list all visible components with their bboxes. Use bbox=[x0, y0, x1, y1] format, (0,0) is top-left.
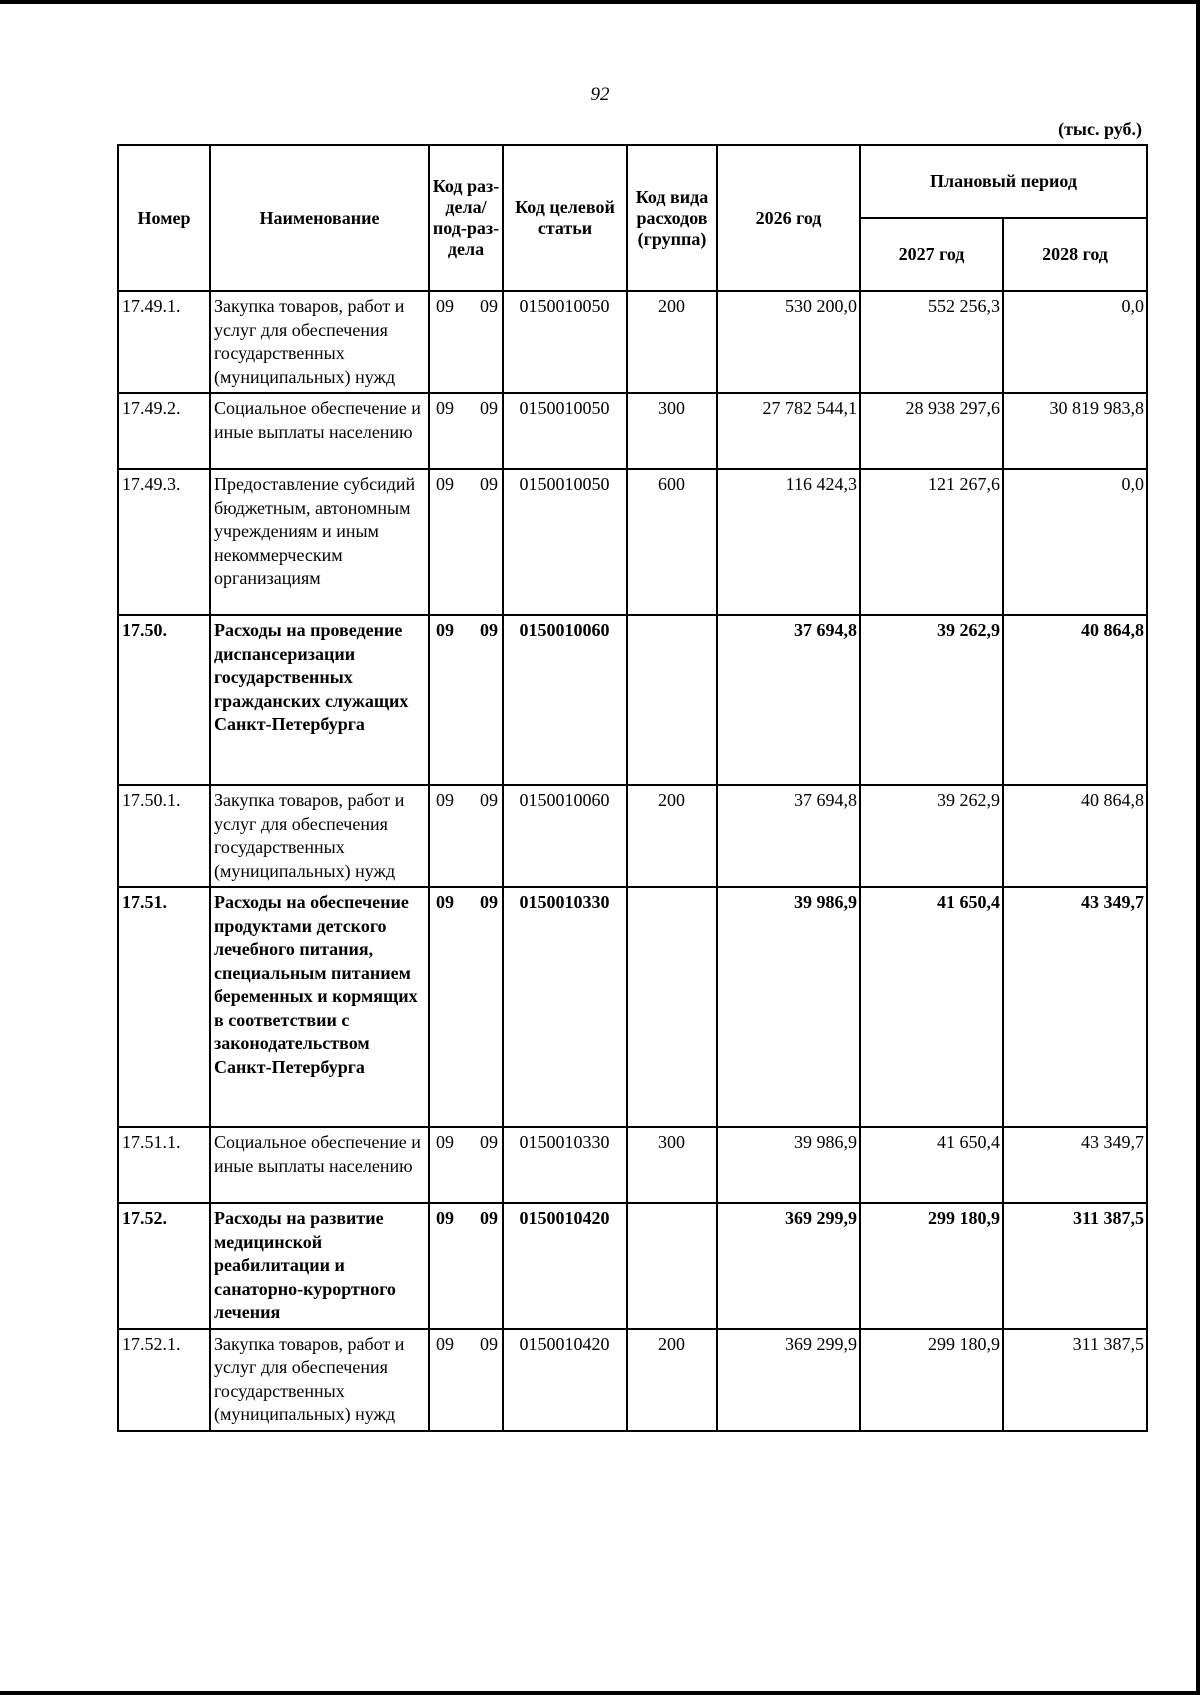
table-row bbox=[118, 1127, 1147, 1203]
row-number: 17.50. bbox=[118, 615, 210, 785]
table-row bbox=[118, 469, 1147, 615]
row-amount-2027: 28 938 297,6 bbox=[860, 393, 1003, 469]
row-amount-2026: 27 782 544,1 bbox=[717, 393, 860, 469]
row-amount-2027: 121 267,6 bbox=[860, 469, 1003, 615]
row-subsection: 09 bbox=[480, 1132, 498, 1152]
header-target-code: Код целевой статьи bbox=[503, 145, 627, 291]
header-year-2028: 2028 год bbox=[1003, 218, 1147, 291]
row-section: 09 bbox=[436, 1208, 454, 1228]
row-section: 09 bbox=[436, 474, 454, 494]
row-expense-type bbox=[627, 1203, 717, 1329]
row-number: 17.49.3. bbox=[118, 469, 210, 615]
row-section: 09 bbox=[436, 620, 454, 640]
row-target-code: 0150010060 bbox=[503, 615, 627, 785]
row-amount-2028: 40 864,8 bbox=[1003, 615, 1147, 785]
page-border-right bbox=[1196, 0, 1200, 1695]
table-row bbox=[118, 615, 1147, 785]
row-section-code bbox=[429, 469, 503, 615]
header-number: Номер bbox=[118, 145, 210, 291]
row-name: Социальное обеспечение и иные выплаты населению bbox=[210, 1127, 429, 1203]
row-expense-type: 300 bbox=[627, 1127, 717, 1203]
row-amount-2026: 369 299,9 bbox=[717, 1203, 860, 1329]
row-target-code: 0150010050 bbox=[503, 393, 627, 469]
row-amount-2026: 116 424,3 bbox=[717, 469, 860, 615]
row-amount-2028: 40 864,8 bbox=[1003, 785, 1147, 887]
row-section-code bbox=[429, 393, 503, 469]
row-name: Социальное обеспечение и иные выплаты населению bbox=[210, 393, 429, 469]
row-subsection: 09 bbox=[480, 620, 498, 640]
header-planned-period: Плановый период bbox=[860, 145, 1147, 218]
table-row bbox=[118, 1329, 1147, 1431]
row-target-code: 0150010060 bbox=[503, 785, 627, 887]
units-label: (тыс. руб.) bbox=[1058, 119, 1142, 139]
row-amount-2026: 37 694,8 bbox=[717, 615, 860, 785]
row-name: Предоставление субсидий бюджетным, автономным учреждениям и иным некоммерческим организациям bbox=[210, 469, 429, 615]
row-section-code bbox=[429, 291, 503, 393]
row-section-code bbox=[429, 785, 503, 887]
row-section-code bbox=[429, 1203, 503, 1329]
row-amount-2026: 369 299,9 bbox=[717, 1329, 860, 1431]
row-subsection: 09 bbox=[480, 790, 498, 810]
row-target-code: 0150010420 bbox=[503, 1203, 627, 1329]
row-subsection: 09 bbox=[480, 296, 498, 316]
row-amount-2027: 299 180,9 bbox=[860, 1329, 1003, 1431]
table-row bbox=[118, 785, 1147, 887]
row-subsection: 09 bbox=[480, 1208, 498, 1228]
row-expense-type bbox=[627, 887, 717, 1127]
row-amount-2028: 43 349,7 bbox=[1003, 1127, 1147, 1203]
row-target-code: 0150010420 bbox=[503, 1329, 627, 1431]
row-amount-2026: 530 200,0 bbox=[717, 291, 860, 393]
row-section-code bbox=[429, 615, 503, 785]
row-amount-2028: 43 349,7 bbox=[1003, 887, 1147, 1127]
row-number: 17.52.1. bbox=[118, 1329, 210, 1431]
row-number: 17.49.2. bbox=[118, 393, 210, 469]
row-target-code: 0150010050 bbox=[503, 291, 627, 393]
row-amount-2027: 41 650,4 bbox=[860, 887, 1003, 1127]
row-section-code bbox=[429, 1127, 503, 1203]
row-section: 09 bbox=[436, 1333, 454, 1354]
row-subsection: 09 bbox=[480, 892, 498, 912]
budget-table bbox=[117, 144, 1148, 1432]
row-subsection: 09 bbox=[480, 398, 498, 418]
page-number: 92 bbox=[590, 84, 610, 105]
row-expense-type bbox=[627, 615, 717, 785]
row-amount-2027: 299 180,9 bbox=[860, 1203, 1003, 1329]
row-number: 17.51.1. bbox=[118, 1127, 210, 1203]
table-row bbox=[118, 393, 1147, 469]
row-expense-type: 600 bbox=[627, 469, 717, 615]
row-expense-type: 200 bbox=[627, 1329, 717, 1431]
row-section-code bbox=[429, 887, 503, 1127]
row-amount-2027: 39 262,9 bbox=[860, 785, 1003, 887]
row-name: Закупка товаров, работ и услуг для обеспечения государственных (муниципальных) нужд bbox=[210, 1329, 429, 1431]
row-amount-2026: 37 694,8 bbox=[717, 785, 860, 887]
row-target-code: 0150010330 bbox=[503, 1127, 627, 1203]
table-row bbox=[118, 887, 1147, 1127]
row-subsection: 09 bbox=[480, 1333, 498, 1354]
row-subsection: 09 bbox=[480, 474, 498, 494]
row-number: 17.49.1. bbox=[118, 291, 210, 393]
row-amount-2028: 311 387,5 bbox=[1003, 1329, 1147, 1431]
page-border-top bbox=[0, 0, 1200, 4]
row-amount-2028: 0,0 bbox=[1003, 291, 1147, 393]
table-row bbox=[118, 1203, 1147, 1329]
row-name: Закупка товаров, работ и услуг для обеспечения государственных (муниципальных) нужд bbox=[210, 785, 429, 887]
row-section: 09 bbox=[436, 1132, 454, 1152]
row-section: 09 bbox=[436, 398, 454, 418]
row-number: 17.51. bbox=[118, 887, 210, 1127]
row-amount-2026: 39 986,9 bbox=[717, 1127, 860, 1203]
row-section: 09 bbox=[436, 296, 454, 316]
header-year-2027: 2027 год bbox=[860, 218, 1003, 291]
row-section-code bbox=[429, 1329, 503, 1431]
row-number: 17.50.1. bbox=[118, 785, 210, 887]
row-amount-2027: 39 262,9 bbox=[860, 615, 1003, 785]
row-amount-2027: 552 256,3 bbox=[860, 291, 1003, 393]
table-row bbox=[118, 291, 1147, 393]
row-name: Закупка товаров, работ и услуг для обеспечения государственных (муниципальных) нужд bbox=[210, 291, 429, 393]
row-name: Расходы на обеспечение продуктами детского лечебного питания, специальным питанием беременных и кормящих в соответствии с законодательством Санкт-Петербурга bbox=[210, 887, 429, 1127]
row-amount-2028: 30 819 983,8 bbox=[1003, 393, 1147, 469]
header-year-2026: 2026 год bbox=[717, 145, 860, 291]
row-amount-2028: 0,0 bbox=[1003, 469, 1147, 615]
row-name: Расходы на развитие медицинской реабилитации и санаторно-курортного лечения bbox=[210, 1203, 429, 1329]
table-body bbox=[118, 291, 1147, 1431]
row-name: Расходы на проведение диспансеризации государственных гражданских служащих Санкт-Петербурга bbox=[210, 615, 429, 785]
header-expense-type: Код вида расходов (группа) bbox=[627, 145, 717, 291]
row-section: 09 bbox=[436, 790, 454, 810]
row-target-code: 0150010330 bbox=[503, 887, 627, 1127]
row-section: 09 bbox=[436, 892, 454, 912]
header-section-code: Код раз-дела/ под-раз-дела bbox=[429, 145, 503, 291]
row-expense-type: 300 bbox=[627, 393, 717, 469]
page-border-bottom bbox=[0, 1691, 1200, 1695]
row-number: 17.52. bbox=[118, 1203, 210, 1329]
row-amount-2027: 41 650,4 bbox=[860, 1127, 1003, 1203]
row-amount-2026: 39 986,9 bbox=[717, 887, 860, 1127]
row-expense-type: 200 bbox=[627, 291, 717, 393]
row-amount-2028: 311 387,5 bbox=[1003, 1203, 1147, 1329]
header-name: Наименование bbox=[210, 145, 429, 291]
row-expense-type: 200 bbox=[627, 785, 717, 887]
row-target-code: 0150010050 bbox=[503, 469, 627, 615]
